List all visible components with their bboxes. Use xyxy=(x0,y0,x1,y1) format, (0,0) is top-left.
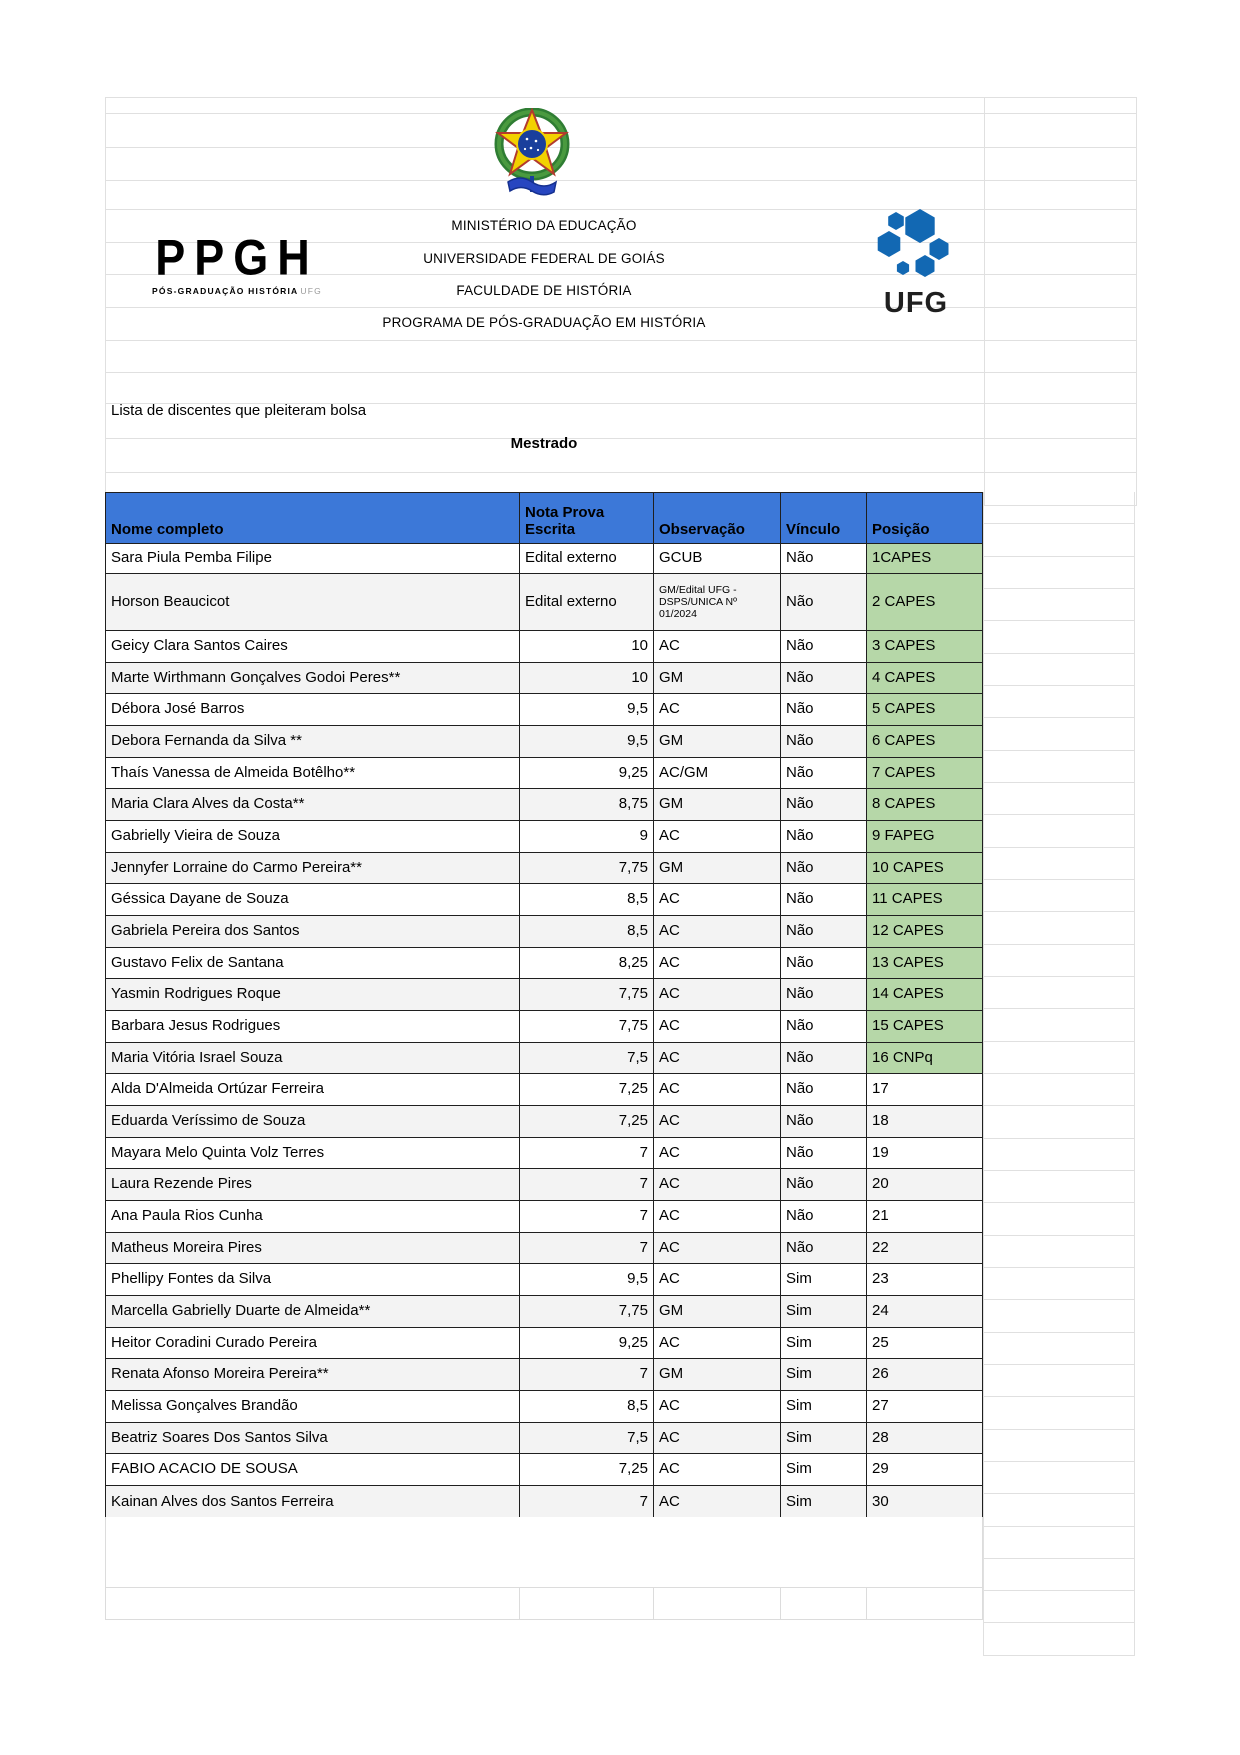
cell-nota: 8,75 xyxy=(520,789,654,820)
cell-nota: 7 xyxy=(520,1138,654,1169)
cell-nome: Gustavo Felix de Santana xyxy=(106,948,520,979)
cell-observacao: AC xyxy=(654,1328,781,1359)
cell-nome: Renata Afonso Moreira Pereira** xyxy=(106,1359,520,1390)
grid-row xyxy=(984,654,1134,686)
cell-vinculo: Não xyxy=(781,1011,867,1042)
table-row xyxy=(106,1359,982,1391)
cell-observacao: GM xyxy=(654,726,781,757)
cell-vinculo: Não xyxy=(781,1106,867,1137)
cell-posicao: 12 CAPES xyxy=(867,916,982,947)
cell-vinculo: Sim xyxy=(781,1454,867,1485)
cell-vinculo: Não xyxy=(781,948,867,979)
cell-observacao: AC/GM xyxy=(654,758,781,789)
ppgh-logo-subtitle: PÓS-GRADUAÇÃO HISTÓRIA UFG xyxy=(152,286,322,296)
cell-nome: Thaís Vanessa de Almeida Botêlho** xyxy=(106,758,520,789)
column-header-posicao: Posição xyxy=(872,521,930,539)
cell-vinculo: Não xyxy=(781,694,867,725)
grid-row xyxy=(984,783,1134,815)
cell-observacao: AC xyxy=(654,694,781,725)
ppgh-logo-text: PPGH xyxy=(155,228,319,286)
cell-observacao: GCUB xyxy=(654,544,781,573)
cell-observacao: GM xyxy=(654,789,781,820)
grid-row xyxy=(984,686,1134,718)
cell-observacao: AC xyxy=(654,631,781,662)
cell-posicao: 30 xyxy=(872,1492,889,1510)
cell-nota: 10 xyxy=(520,631,654,662)
cell-nota: 10 xyxy=(520,663,654,694)
grid-row xyxy=(984,1527,1134,1559)
cell-posicao: 24 xyxy=(872,1302,889,1320)
table-row xyxy=(106,1074,982,1106)
cell-nota: 9,5 xyxy=(520,726,654,757)
cell-observacao: AC xyxy=(654,1264,781,1295)
empty-row-gridded xyxy=(105,1588,983,1620)
column-header-observacao: Observação xyxy=(654,493,781,543)
cell-posicao: 7 CAPES xyxy=(867,758,982,789)
cell-posicao: 2 CAPES xyxy=(867,574,982,630)
table-row xyxy=(106,1233,982,1265)
cell-nome: Gabrielly Vieira de Souza xyxy=(106,821,520,852)
grid-row xyxy=(106,181,1136,210)
cell-observacao: AC xyxy=(654,1106,781,1137)
grid-row xyxy=(984,945,1134,977)
table-row xyxy=(106,979,982,1011)
cell-nome: Beatriz Soares Dos Santos Silva xyxy=(106,1423,520,1454)
table-row xyxy=(106,758,982,790)
cell-vinculo: Não xyxy=(781,663,867,694)
grid-row xyxy=(984,524,1134,556)
cell-vinculo: Não xyxy=(781,1043,867,1074)
grid-vertical-line xyxy=(984,98,985,506)
cell-nome: Matheus Moreira Pires xyxy=(106,1233,520,1264)
cell-nota: 7 xyxy=(520,1359,654,1390)
cell-observacao: GM xyxy=(654,1359,781,1390)
cell-vinculo: Não xyxy=(781,1201,867,1232)
table-row xyxy=(106,1454,982,1486)
table-row xyxy=(106,631,982,663)
cell-posicao: 14 CAPES xyxy=(867,979,982,1010)
cell-vinculo: Não xyxy=(781,1138,867,1169)
cell-posicao: 6 CAPES xyxy=(867,726,982,757)
grid-row xyxy=(984,1106,1134,1138)
cell-observacao: AC xyxy=(654,1454,781,1485)
table-row xyxy=(106,884,982,916)
grid-row xyxy=(106,98,1136,114)
column-header-nome: Nome completo xyxy=(106,493,520,543)
cell-vinculo: Não xyxy=(781,789,867,820)
table-row xyxy=(106,1169,982,1201)
cell-nome: Barbara Jesus Rodrigues xyxy=(106,1011,520,1042)
cell-posicao: 8 CAPES xyxy=(867,789,982,820)
cell-posicao: 3 CAPES xyxy=(867,631,982,662)
cell-nome: Géssica Dayane de Souza xyxy=(106,884,520,915)
cell-observacao: AC xyxy=(654,884,781,915)
grid-row xyxy=(984,1591,1134,1623)
cell-nota: 7 xyxy=(520,1233,654,1264)
cell-nome: Maria Clara Alves da Costa** xyxy=(106,789,520,820)
table-row xyxy=(106,726,982,758)
ppgh-logo xyxy=(152,228,322,296)
cell-nota: 7 xyxy=(520,1201,654,1232)
grid-row xyxy=(984,1494,1134,1526)
cell-nome: Ana Paula Rios Cunha xyxy=(106,1201,520,1232)
cell-nome: Phellipy Fontes da Silva xyxy=(106,1264,520,1295)
cell-posicao: 11 CAPES xyxy=(867,884,982,915)
grid-row xyxy=(984,1300,1134,1332)
ministry-line-1: MINISTÉRIO DA EDUCAÇÃO xyxy=(451,217,637,233)
cell-nome: Geicy Clara Santos Caires xyxy=(106,631,520,662)
table-row xyxy=(106,574,982,631)
section-title: Mestrado xyxy=(510,435,578,452)
cell-nome: Débora José Barros xyxy=(106,694,520,725)
cell-posicao: 4 CAPES xyxy=(867,663,982,694)
cell-nota: Edital externo xyxy=(520,574,654,630)
cell-nota: 8,5 xyxy=(520,1391,654,1422)
table-row xyxy=(106,1391,982,1423)
cell-observacao: GM xyxy=(654,853,781,884)
cell-vinculo: Não xyxy=(781,726,867,757)
grid-row xyxy=(106,148,1136,181)
ufg-hexagons-icon xyxy=(876,204,956,282)
cell-nota: 7,75 xyxy=(520,1011,654,1042)
table-row xyxy=(106,1201,982,1233)
table-row xyxy=(106,821,982,853)
cell-nota: 8,25 xyxy=(520,948,654,979)
cell-observacao: AC xyxy=(654,1423,781,1454)
cell-nota: 7,25 xyxy=(520,1106,654,1137)
cell-nota: 7,5 xyxy=(520,1423,654,1454)
table-header-row xyxy=(106,493,982,544)
cell-posicao: 23 xyxy=(872,1270,889,1288)
table-row xyxy=(106,1486,982,1518)
cell-nota: 8,5 xyxy=(520,916,654,947)
cell-posicao: 13 CAPES xyxy=(867,948,982,979)
cell-observacao: AC xyxy=(654,1169,781,1200)
grid-row xyxy=(984,1268,1134,1300)
grid-row xyxy=(984,621,1134,653)
table-row xyxy=(106,789,982,821)
cell-nome: Marcella Gabrielly Duarte de Almeida** xyxy=(106,1296,520,1327)
cell-posicao: 19 xyxy=(872,1143,889,1161)
scholarship-table xyxy=(105,492,983,1520)
cell-posicao: 29 xyxy=(872,1460,889,1478)
ppgh-logo-subtitle-suffix: UFG xyxy=(300,286,322,296)
cell-posicao: 15 CAPES xyxy=(867,1011,982,1042)
cell-posicao: 28 xyxy=(872,1428,889,1446)
cell-observacao: AC xyxy=(654,1486,781,1518)
page-title: Lista de discentes que pleiteram bolsa xyxy=(111,401,367,419)
brazil-coat-of-arms-icon xyxy=(494,108,570,209)
grid-row xyxy=(984,1333,1134,1365)
cell-posicao: 9 FAPEG xyxy=(867,821,982,852)
cell-nota: 9,25 xyxy=(520,758,654,789)
cell-observacao: AC xyxy=(654,1011,781,1042)
ufg-logo xyxy=(874,204,958,318)
grid-row xyxy=(984,1171,1134,1203)
cell-nota: 7 xyxy=(520,1486,654,1518)
column-header-nota: Nota Prova Escrita xyxy=(520,493,654,543)
cell-observacao: AC xyxy=(654,979,781,1010)
cell-vinculo: Não xyxy=(781,1169,867,1200)
table-row xyxy=(106,1138,982,1170)
cell-vinculo: Sim xyxy=(781,1359,867,1390)
cell-observacao: AC xyxy=(654,1201,781,1232)
cell-observacao: AC xyxy=(654,821,781,852)
cell-nome: Sara Piula Pemba Filipe xyxy=(106,544,520,573)
cell-nome: Horson Beaucicot xyxy=(106,574,520,630)
grid-row xyxy=(984,1074,1134,1106)
cell-nome: Jennyfer Lorraine do Carmo Pereira** xyxy=(106,853,520,884)
cell-posicao: 21 xyxy=(872,1207,889,1225)
cell-posicao: 25 xyxy=(872,1333,889,1351)
cell-vinculo: Sim xyxy=(781,1328,867,1359)
cell-nome: Heitor Coradini Curado Pereira xyxy=(106,1328,520,1359)
cell-posicao: 16 CNPq xyxy=(867,1043,982,1074)
grid-row xyxy=(984,718,1134,750)
grid-row xyxy=(984,1462,1134,1494)
cell-nota: 7 xyxy=(520,1169,654,1200)
cell-nota: 8,5 xyxy=(520,884,654,915)
cell-vinculo: Não xyxy=(781,1074,867,1105)
cell-vinculo: Não xyxy=(781,574,867,630)
grid-row xyxy=(984,1623,1134,1655)
cell-posicao: 10 CAPES xyxy=(867,853,982,884)
cell-nome: Gabriela Pereira dos Santos xyxy=(106,916,520,947)
table-row xyxy=(106,916,982,948)
grid-row xyxy=(984,1139,1134,1171)
grid-row xyxy=(984,848,1134,880)
cell-vinculo: Não xyxy=(781,853,867,884)
cell-nome: Debora Fernanda da Silva ** xyxy=(106,726,520,757)
cell-posicao: 22 xyxy=(872,1238,889,1256)
table-row xyxy=(106,1011,982,1043)
column-header-vinculo: Vínculo xyxy=(781,493,867,543)
grid-row xyxy=(984,751,1134,783)
cell-nota: 7,75 xyxy=(520,853,654,884)
cell-posicao: 1CAPES xyxy=(867,544,982,573)
cell-posicao: 18 xyxy=(872,1112,889,1130)
grid-row xyxy=(984,1430,1134,1462)
cell-observacao: AC xyxy=(654,948,781,979)
cell-observacao: AC xyxy=(654,1074,781,1105)
ministry-line-4: PROGRAMA DE PÓS-GRADUAÇÃO EM HISTÓRIA xyxy=(382,314,706,330)
cell-nome: Kainan Alves dos Santos Ferreira xyxy=(106,1486,520,1518)
cell-vinculo: Sim xyxy=(781,1391,867,1422)
cell-nota: 9,25 xyxy=(520,1328,654,1359)
grid-row xyxy=(984,977,1134,1009)
cell-nota: 9,5 xyxy=(520,1264,654,1295)
cell-nota: 9,5 xyxy=(520,694,654,725)
cell-vinculo: Não xyxy=(781,544,867,573)
cell-posicao: 17 xyxy=(872,1080,889,1098)
cell-nota: 7,25 xyxy=(520,1074,654,1105)
table-row xyxy=(106,948,982,980)
cell-observacao: GM xyxy=(654,1296,781,1327)
table-row xyxy=(106,853,982,885)
cell-vinculo: Não xyxy=(781,916,867,947)
grid-row xyxy=(984,557,1134,589)
cell-nota: 7,5 xyxy=(520,1043,654,1074)
grid-row xyxy=(984,1236,1134,1268)
cell-nota: 9 xyxy=(520,821,654,852)
cell-nome: FABIO ACACIO DE SOUSA xyxy=(106,1454,520,1485)
grid-row xyxy=(984,815,1134,847)
cell-observacao: GM xyxy=(654,663,781,694)
table-row xyxy=(106,1296,982,1328)
table-row xyxy=(106,1106,982,1138)
cell-vinculo: Não xyxy=(781,1233,867,1264)
grid-row xyxy=(984,1559,1134,1591)
cell-nome: Marte Wirthmann Gonçalves Godoi Peres** xyxy=(106,663,520,694)
cell-vinculo: Não xyxy=(781,884,867,915)
grid-row xyxy=(984,1203,1134,1235)
cell-nome: Melissa Gonçalves Brandão xyxy=(106,1391,520,1422)
cell-vinculo: Sim xyxy=(781,1264,867,1295)
table-row xyxy=(106,1043,982,1075)
grid-row xyxy=(984,589,1134,621)
cell-nome: Mayara Melo Quinta Volz Terres xyxy=(106,1138,520,1169)
grid-row xyxy=(984,492,1134,524)
cell-vinculo: Não xyxy=(781,821,867,852)
grid-row xyxy=(106,114,1136,148)
cell-posicao: 26 xyxy=(872,1365,889,1383)
cell-nome: Laura Rezende Pires xyxy=(106,1169,520,1200)
table-row xyxy=(106,544,982,574)
ministry-line-3: FACULDADE DE HISTÓRIA xyxy=(456,282,632,298)
cell-vinculo: Não xyxy=(781,631,867,662)
cell-nome: Eduarda Veríssimo de Souza xyxy=(106,1106,520,1137)
cell-nota: 7,75 xyxy=(520,1296,654,1327)
cell-vinculo: Não xyxy=(781,758,867,789)
empty-row-tall xyxy=(105,1517,983,1588)
grid-row xyxy=(984,1009,1134,1041)
cell-observacao: AC xyxy=(654,1391,781,1422)
grid-row xyxy=(984,912,1134,944)
ufg-logo-text: UFG xyxy=(883,287,949,319)
cell-nome: Maria Vitória Israel Souza xyxy=(106,1043,520,1074)
grid-row xyxy=(106,341,1136,373)
cell-observacao: AC xyxy=(654,1138,781,1169)
cell-observacao: AC xyxy=(654,1043,781,1074)
cell-nota: 7,75 xyxy=(520,979,654,1010)
table-row xyxy=(106,1328,982,1360)
grid-row xyxy=(984,880,1134,912)
cell-observacao: AC xyxy=(654,1233,781,1264)
cell-posicao: 5 CAPES xyxy=(867,694,982,725)
cell-nome: Alda D'Almeida Ortúzar Ferreira xyxy=(106,1074,520,1105)
cell-nota: 7,25 xyxy=(520,1454,654,1485)
grid-row xyxy=(984,1397,1134,1429)
table-row xyxy=(106,663,982,695)
table-row xyxy=(106,1264,982,1296)
grid-row xyxy=(984,1365,1134,1397)
cell-nome: Yasmin Rodrigues Roque xyxy=(106,979,520,1010)
grid-row xyxy=(984,1042,1134,1074)
cell-posicao: 20 xyxy=(872,1175,889,1193)
background-grid-right-column xyxy=(983,492,1135,1656)
cell-observacao: GM/Edital UFG - DSPS/UNICA Nº 01/2024 xyxy=(654,574,781,630)
cell-posicao: 27 xyxy=(872,1397,889,1415)
cell-vinculo: Sim xyxy=(781,1423,867,1454)
cell-vinculo: Sim xyxy=(781,1486,867,1518)
cell-vinculo: Não xyxy=(781,979,867,1010)
cell-observacao: AC xyxy=(654,916,781,947)
table-row xyxy=(106,694,982,726)
cell-nota: Edital externo xyxy=(520,544,654,573)
ministry-line-2: UNIVERSIDADE FEDERAL DE GOIÁS xyxy=(423,250,665,266)
table-row xyxy=(106,1423,982,1455)
cell-vinculo: Sim xyxy=(781,1296,867,1327)
